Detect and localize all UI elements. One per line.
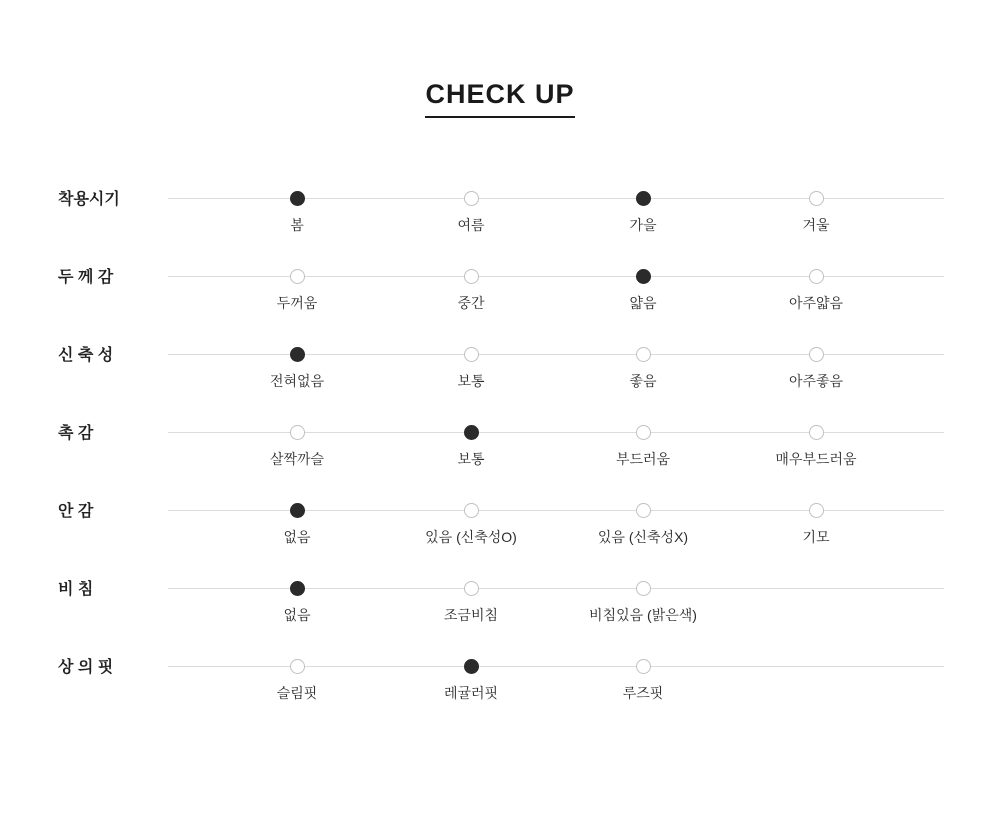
option-item[interactable] bbox=[726, 484, 906, 546]
option-dot[interactable] bbox=[464, 269, 479, 284]
option-dot[interactable] bbox=[809, 269, 824, 284]
option-dot[interactable] bbox=[290, 269, 305, 284]
page-title-container bbox=[0, 80, 1000, 118]
option-label: 비침있음 (밝은색) bbox=[589, 607, 697, 623]
option-dot[interactable] bbox=[464, 581, 479, 596]
row-options bbox=[168, 250, 944, 328]
option-label: 보통 bbox=[457, 451, 485, 467]
option-dot-selected[interactable] bbox=[290, 191, 305, 206]
option-dot-selected[interactable] bbox=[290, 503, 305, 518]
row-label: 두 께 감 bbox=[58, 269, 114, 286]
option-dot[interactable] bbox=[464, 347, 479, 362]
option-dot-selected[interactable] bbox=[464, 659, 479, 674]
option-dot[interactable] bbox=[290, 659, 305, 674]
option-item[interactable] bbox=[726, 250, 906, 312]
option-item[interactable] bbox=[726, 328, 906, 390]
page-title: CHECK UP bbox=[425, 80, 574, 118]
row-options bbox=[168, 328, 944, 406]
option-item[interactable] bbox=[553, 250, 733, 312]
row-label: 비 침 bbox=[58, 581, 94, 598]
check-up-row bbox=[0, 484, 1000, 562]
row-options bbox=[168, 172, 944, 250]
row-label: 상 의 핏 bbox=[58, 659, 114, 676]
option-item[interactable] bbox=[381, 562, 561, 624]
option-item[interactable] bbox=[207, 172, 387, 234]
option-item[interactable] bbox=[553, 328, 733, 390]
option-label: 겨울 bbox=[802, 217, 830, 233]
option-item[interactable] bbox=[381, 484, 561, 546]
option-dot-selected[interactable] bbox=[290, 581, 305, 596]
option-label: 있음 (신축성X) bbox=[597, 529, 689, 545]
option-dot[interactable] bbox=[809, 347, 824, 362]
option-item[interactable] bbox=[726, 406, 906, 468]
option-dot-selected[interactable] bbox=[290, 347, 305, 362]
row-options bbox=[168, 640, 944, 718]
option-item[interactable] bbox=[553, 172, 733, 234]
option-label: 레귤러핏 bbox=[443, 685, 499, 701]
check-up-row bbox=[0, 328, 1000, 406]
row-label: 착용시기 bbox=[58, 191, 120, 208]
option-label: 없음 bbox=[283, 529, 311, 545]
option-item[interactable] bbox=[381, 172, 561, 234]
option-item[interactable] bbox=[207, 640, 387, 702]
row-options bbox=[168, 406, 944, 484]
option-label: 조금비침 bbox=[443, 607, 499, 623]
option-label: 아주좋음 bbox=[788, 373, 844, 389]
option-dot[interactable] bbox=[464, 191, 479, 206]
option-label: 중간 bbox=[457, 295, 485, 311]
option-item[interactable] bbox=[553, 640, 733, 702]
option-label: 여름 bbox=[457, 217, 485, 233]
option-dot-selected[interactable] bbox=[636, 191, 651, 206]
option-item[interactable] bbox=[553, 406, 733, 468]
option-dot[interactable] bbox=[809, 425, 824, 440]
option-item[interactable] bbox=[381, 328, 561, 390]
option-label: 루즈핏 bbox=[622, 685, 664, 701]
option-dot[interactable] bbox=[464, 503, 479, 518]
option-dot[interactable] bbox=[809, 503, 824, 518]
option-label: 살짝까슬 bbox=[269, 451, 325, 467]
row-label: 촉 감 bbox=[58, 425, 94, 442]
option-item[interactable] bbox=[726, 172, 906, 234]
option-dot[interactable] bbox=[636, 425, 651, 440]
option-dot-selected[interactable] bbox=[636, 269, 651, 284]
option-label: 봄 bbox=[290, 217, 304, 233]
option-dot-selected[interactable] bbox=[464, 425, 479, 440]
option-dot[interactable] bbox=[636, 503, 651, 518]
option-dot[interactable] bbox=[636, 581, 651, 596]
option-dot[interactable] bbox=[636, 659, 651, 674]
option-label: 얇음 bbox=[629, 295, 657, 311]
row-options bbox=[168, 562, 944, 640]
option-label: 가을 bbox=[629, 217, 657, 233]
option-label: 슬림핏 bbox=[276, 685, 318, 701]
option-label: 보통 bbox=[457, 373, 485, 389]
option-label: 두꺼움 bbox=[276, 295, 318, 311]
option-label: 있음 (신축성O) bbox=[425, 529, 517, 545]
option-item[interactable] bbox=[381, 406, 561, 468]
row-label: 안 감 bbox=[58, 503, 94, 520]
check-up-rows bbox=[0, 172, 1000, 718]
option-label: 부드러움 bbox=[615, 451, 671, 467]
check-up-row bbox=[0, 406, 1000, 484]
option-item[interactable] bbox=[553, 484, 733, 546]
option-label: 전혀없음 bbox=[269, 373, 325, 389]
option-item[interactable] bbox=[207, 250, 387, 312]
option-item[interactable] bbox=[553, 562, 733, 624]
check-up-row bbox=[0, 172, 1000, 250]
option-item[interactable] bbox=[207, 328, 387, 390]
option-dot[interactable] bbox=[636, 347, 651, 362]
option-item[interactable] bbox=[207, 562, 387, 624]
option-item[interactable] bbox=[207, 406, 387, 468]
check-up-row bbox=[0, 250, 1000, 328]
option-label: 좋음 bbox=[629, 373, 657, 389]
option-label: 매우부드러움 bbox=[775, 451, 857, 467]
row-options bbox=[168, 484, 944, 562]
option-item[interactable] bbox=[381, 250, 561, 312]
option-label: 기모 bbox=[802, 529, 830, 545]
check-up-row bbox=[0, 562, 1000, 640]
option-dot[interactable] bbox=[290, 425, 305, 440]
option-label: 아주얇음 bbox=[788, 295, 844, 311]
check-up-row bbox=[0, 640, 1000, 718]
option-label: 없음 bbox=[283, 607, 311, 623]
option-item[interactable] bbox=[207, 484, 387, 546]
row-label: 신 축 성 bbox=[58, 347, 114, 364]
option-dot[interactable] bbox=[809, 191, 824, 206]
option-item[interactable] bbox=[381, 640, 561, 702]
